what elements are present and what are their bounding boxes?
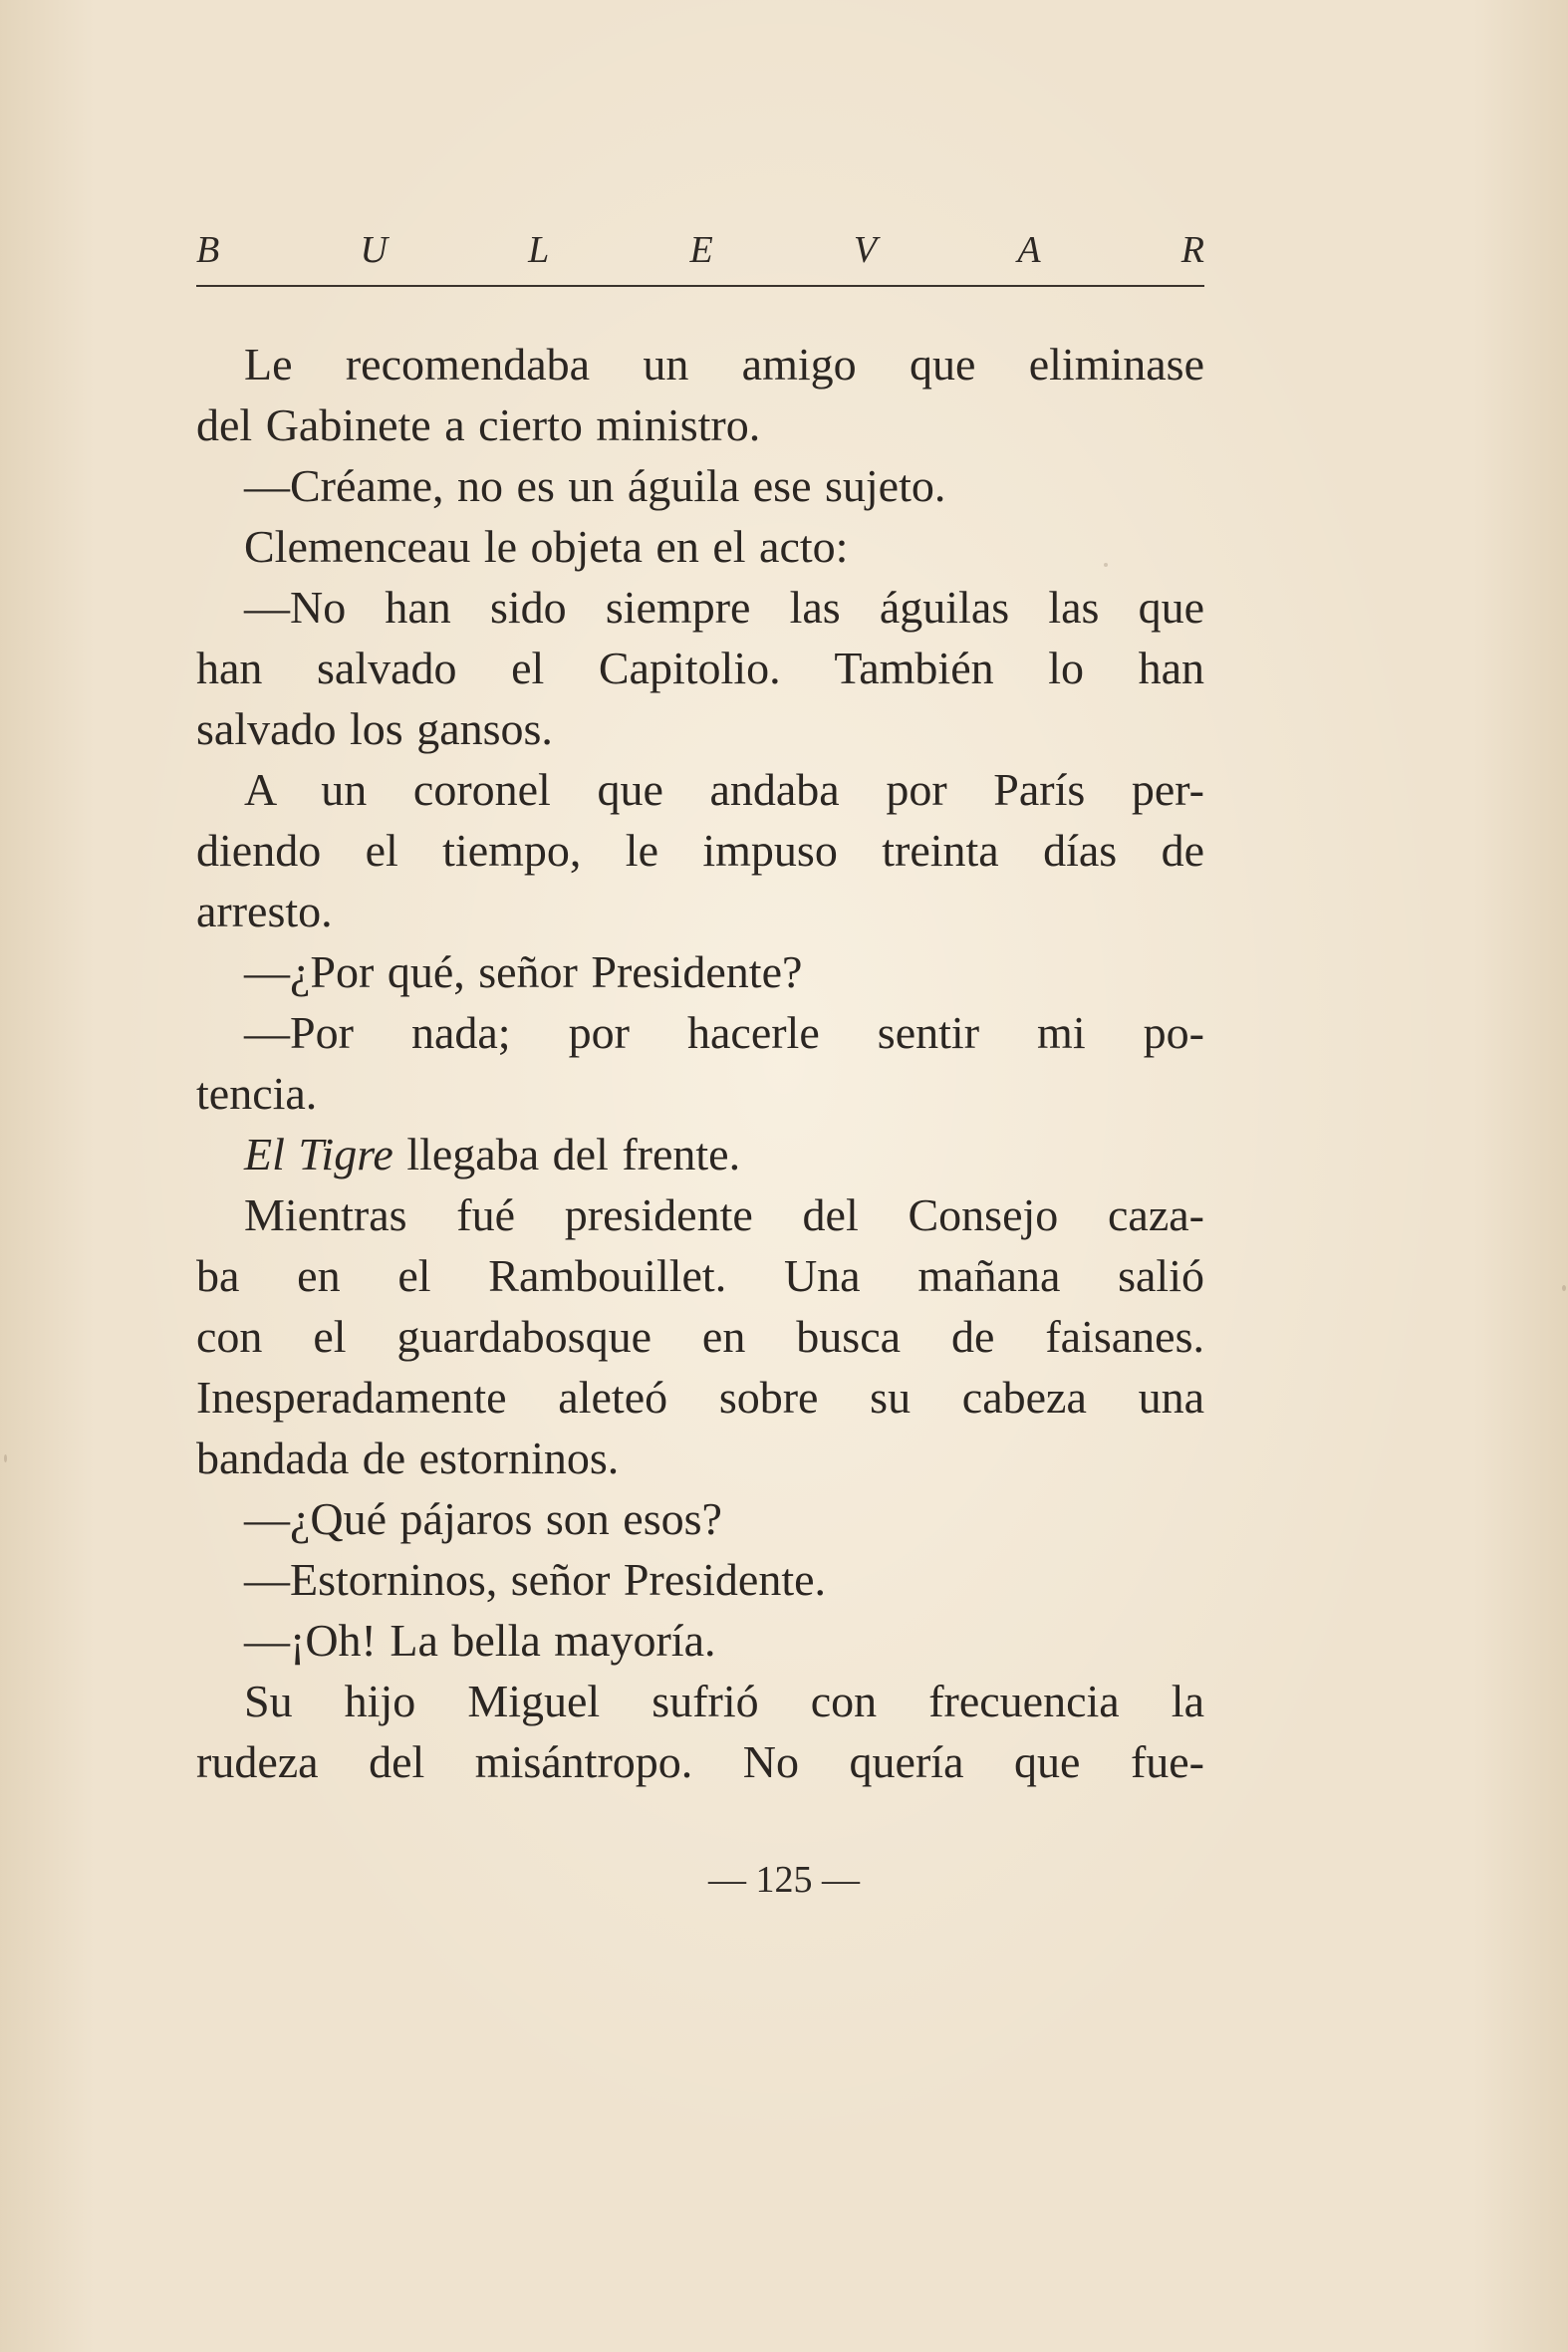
text-line: Inesperadamente aleteó sobre su cabeza una <box>196 1372 1204 1423</box>
text-line: arresto. <box>196 886 333 936</box>
text-line: —Créame, no es un águila ese sujeto. <box>244 460 946 511</box>
text-line: —¿Por qué, señor Presidente? <box>244 946 803 997</box>
body-text <box>196 334 1204 1808</box>
text-line: —No han sido siempre las águilas las que <box>244 582 1204 633</box>
text-line: A un coronel que andaba por París per- <box>244 764 1204 815</box>
running-head-letter: B <box>196 229 220 271</box>
text-line: Mientras fué presidente del Consejo caza- <box>244 1189 1204 1240</box>
text-line: del Gabinete a cierto ministro. <box>196 399 761 450</box>
text-line: Le recomendaba un amigo que eliminase <box>244 339 1204 390</box>
text-line: rudeza del misántropo. No quería que fue- <box>196 1736 1204 1787</box>
text-line <box>196 1124 1204 1184</box>
paper-speck <box>1562 1285 1566 1291</box>
text-line: —¡Oh! La bella mayoría. <box>244 1615 716 1666</box>
paper-speck <box>4 1454 7 1462</box>
page-number: — 125 — <box>708 1859 860 1901</box>
running-head-letter: V <box>853 229 878 271</box>
text-line: tencia. <box>196 1068 318 1119</box>
text-line: —Por nada; por hacerle sentir mi po- <box>244 1007 1204 1058</box>
running-head-letter: E <box>689 229 713 271</box>
running-head-letter: A <box>1017 229 1041 271</box>
running-head-rule <box>196 285 1204 287</box>
text-line: bandada de estorninos. <box>196 1433 620 1483</box>
text-line: —Estorninos, señor Presidente. <box>244 1554 827 1605</box>
text-line: diendo el tiempo, le impuso treinta días de <box>196 825 1204 876</box>
paper-speck <box>1104 563 1108 567</box>
running-head <box>196 223 1204 269</box>
text-fragment: llegaba del frente. <box>392 1129 741 1179</box>
text-line: Clemenceau le objeta en el acto: <box>244 521 849 572</box>
italic-title: El Tigre <box>244 1129 393 1179</box>
text-line: con el guardabosque en busca de faisanes. <box>196 1311 1204 1362</box>
text-line: han salvado el Capitolio. También lo han <box>196 643 1204 693</box>
text-line: ba en el Rambouillet. Una mañana salió <box>196 1250 1204 1301</box>
running-head-letter: U <box>360 229 388 271</box>
running-head-letter: L <box>528 229 550 271</box>
text-line: —¿Qué pájaros son esos? <box>244 1493 722 1544</box>
running-head-letter: R <box>1180 229 1204 271</box>
text-line: salvado los gansos. <box>196 703 553 754</box>
text-line: Su hijo Miguel sufrió con frecuencia la <box>244 1676 1204 1726</box>
